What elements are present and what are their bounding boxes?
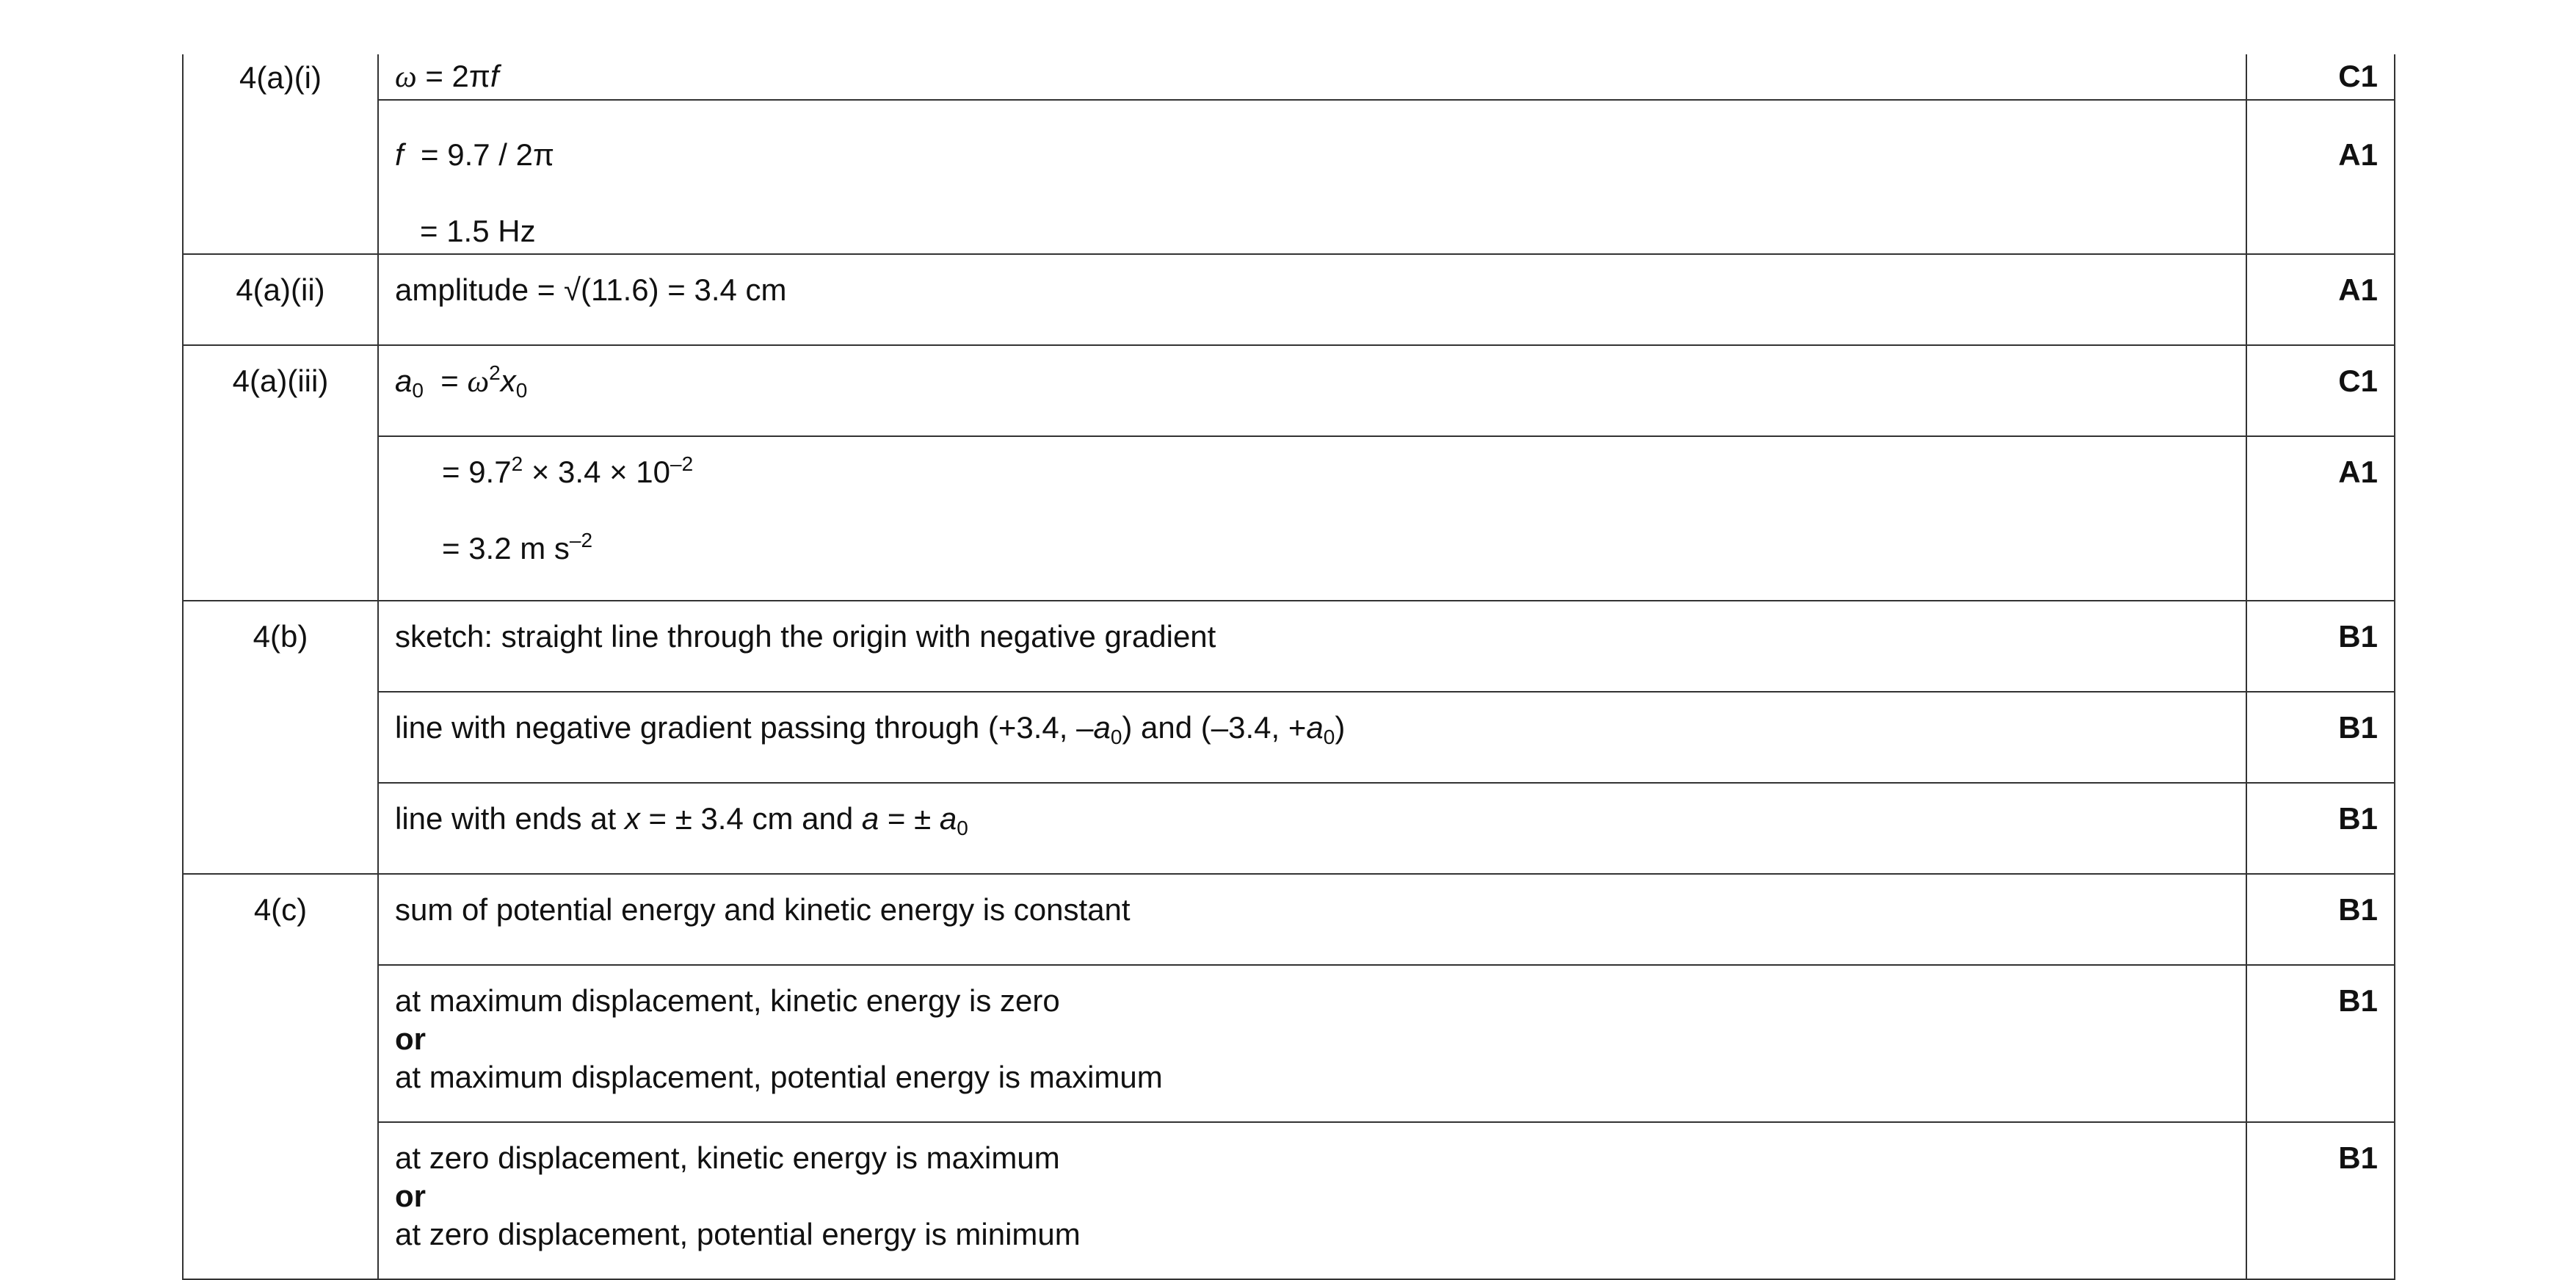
answer-cell (378, 1122, 2246, 1279)
b2-post: ) (1335, 710, 1346, 745)
table-row (183, 965, 2395, 1122)
answer-line (395, 136, 2229, 174)
a-symbol: a (1093, 710, 1111, 745)
answer-line: at maximum displacement, kinetic energy is zero (395, 983, 1060, 1018)
a-symbol: a (1306, 710, 1324, 745)
a-symbol: a (395, 364, 413, 398)
mark-cell: C1 (2246, 54, 2395, 100)
answer-line (395, 529, 2229, 568)
mark-cell: A1 (2246, 100, 2395, 254)
question-number: 4(a)(i) (183, 54, 378, 254)
superscript-neg2: –2 (670, 452, 694, 475)
answer-line (395, 362, 2229, 401)
question-number: 4(a)(iii) (183, 345, 378, 601)
answer-cell (378, 965, 2246, 1122)
table-row (183, 783, 2395, 874)
table-row (183, 692, 2395, 783)
b2-pre: line with negative gradient passing through (+3.4, – (395, 710, 1094, 745)
subscript-zero: 0 (515, 379, 528, 402)
answer-line: at zero displacement, kinetic energy is maximum (395, 1140, 1060, 1175)
omega-symbol: ω (467, 365, 490, 399)
table-row (183, 345, 2395, 436)
answer-cell (378, 100, 2246, 254)
superscript-two: 2 (511, 452, 523, 475)
table-row (183, 54, 2395, 100)
table-row (183, 254, 2395, 345)
answer-cell (378, 436, 2246, 601)
f-equation: = 9.7 / 2π (403, 137, 554, 172)
table-row (183, 436, 2395, 601)
answer-line: = 1.5 Hz (420, 214, 536, 248)
answer-line (395, 57, 2229, 96)
answer-cell (378, 54, 2246, 100)
mark-cell: B1 (2246, 874, 2395, 965)
subscript-zero: 0 (412, 379, 424, 402)
b3-mid2: = ± (879, 801, 940, 836)
answer-cell: sum of potential energy and kinetic energy is constant (378, 874, 2246, 965)
subscript-zero: 0 (1110, 726, 1122, 748)
question-number: 4(c) (183, 874, 378, 1279)
omega-symbol: ω (395, 60, 417, 94)
f-symbol: f (490, 59, 499, 93)
table-row (183, 601, 2395, 692)
a-symbol: a (861, 801, 879, 836)
mark-cell: C1 (2246, 345, 2395, 436)
or-label: or (395, 1022, 426, 1056)
b3-mid1: = ± 3.4 cm and (639, 801, 862, 836)
answer-cell: amplitude = √(11.6) = 3.4 cm (378, 254, 2246, 345)
a0-value-pre: = 9.7 (442, 455, 512, 489)
mark-cell: A1 (2246, 436, 2395, 601)
equals: = (423, 364, 468, 398)
question-number: 4(b) (183, 601, 378, 874)
table-row (183, 1122, 2395, 1279)
b3-pre: line with ends at (395, 801, 625, 836)
mark-cell: B1 (2246, 783, 2395, 874)
answer-cell (378, 692, 2246, 783)
question-number: 4(a)(ii) (183, 254, 378, 345)
x-symbol: x (500, 364, 516, 398)
b2-mid: ) and (–3.4, + (1122, 710, 1307, 745)
a0-result: = 3.2 m s (442, 531, 570, 565)
mark-cell: A1 (2246, 254, 2395, 345)
superscript-two: 2 (489, 361, 501, 384)
f-symbol: f (395, 137, 404, 172)
mark-scheme-table (182, 54, 2395, 1280)
a0-value-post: × 3.4 × 10 (523, 455, 671, 489)
answer-line (395, 453, 2229, 491)
mark-cell: B1 (2246, 1122, 2395, 1279)
answer-cell (378, 345, 2246, 436)
table-row (183, 100, 2395, 254)
mark-cell: B1 (2246, 601, 2395, 692)
a-symbol: a (939, 801, 957, 836)
or-label: or (395, 1179, 426, 1213)
answer-line: at maximum displacement, potential energy is maximum (395, 1060, 1163, 1094)
eq-2pi: = 2π (416, 59, 490, 93)
answer-cell: sketch: straight line through the origin with negative gradient (378, 601, 2246, 692)
mark-cell: B1 (2246, 965, 2395, 1122)
answer-line: at zero displacement, potential energy is minimum (395, 1217, 1081, 1251)
mark-cell: B1 (2246, 692, 2395, 783)
superscript-neg2: –2 (569, 529, 593, 552)
answer-cell (378, 783, 2246, 874)
table-row (183, 874, 2395, 965)
subscript-zero: 0 (1323, 726, 1335, 748)
x-symbol: x (624, 801, 640, 836)
subscript-zero: 0 (957, 817, 968, 839)
